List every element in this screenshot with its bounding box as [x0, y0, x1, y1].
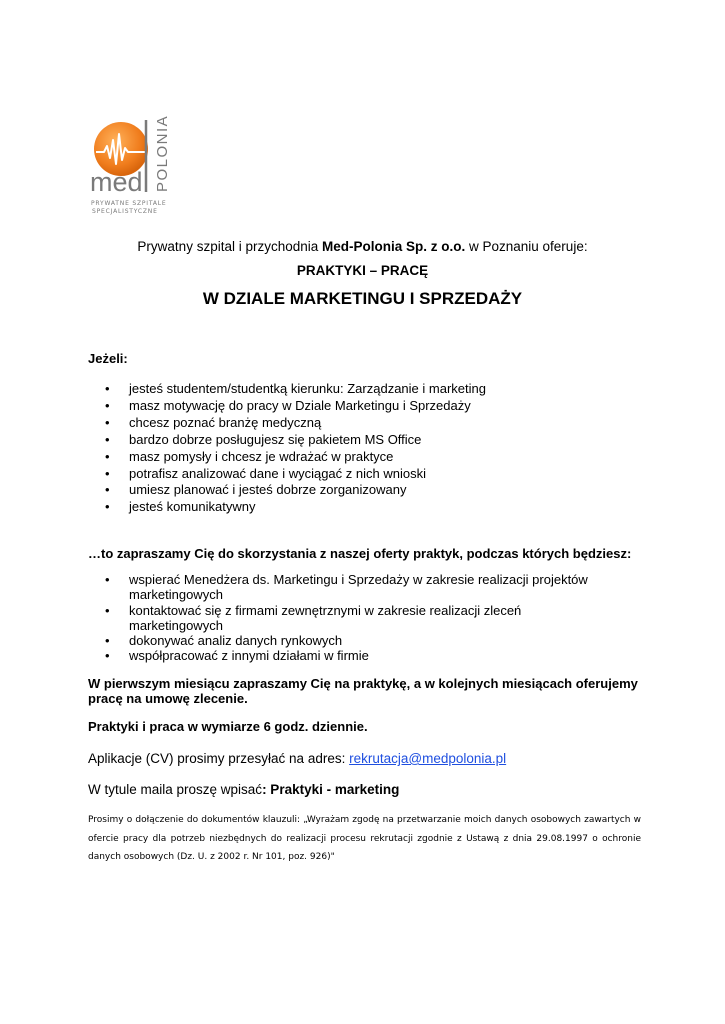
list-item: • chcesz poznać branżę medyczną — [88, 415, 645, 432]
list-item: • jesteś komunikatywny — [88, 499, 645, 516]
application-line — [88, 751, 637, 767]
application-text: Aplikacje (CV) prosimy przesyłać na adres: — [88, 751, 350, 766]
duties-list — [88, 572, 605, 663]
requirements-list — [88, 381, 645, 516]
list-item: • potrafisz analizować dane i wyciągać z nich wnioski — [88, 466, 645, 483]
logo-med-text: med — [90, 167, 143, 197]
intro-prefix: Prywatny szpital i przychodnia — [137, 239, 322, 254]
med-polonia-logo — [88, 112, 188, 222]
hours-text: Praktyki i praca w wymiarze 6 godz. dziennie. — [88, 719, 368, 734]
if-heading: Jeżeli: — [88, 351, 128, 366]
logo-tagline-2: SPECJALISTYCZNE — [92, 208, 158, 215]
subject-text: W tytule maila proszę wpisać — [88, 782, 263, 797]
list-item: • bardzo dobrze posługujesz się pakietem MS Office — [88, 432, 645, 449]
list-item: • dokonywać analiz danych rynkowych — [88, 633, 605, 648]
consent-clause: Prosimy o dołączenie do dokumentów klauzuli: „Wyrażam zgodę na przetwarzanie moich danych osobowych zawartych w ofercie pracy dla potrzeb niezbędnych do realizacji procesu rekrutacji zgodnie z Ustawą z dnia 29.08.1997 o ochronie danych osobowych (Dz. U. z 2002 r. Nr 101, poz. 926)" — [88, 815, 641, 862]
intro-suffix: w Poznaniu oferuje: — [465, 239, 588, 254]
list-item: • kontaktować się z firmami zewnętrznymi w zakresie realizacji zleceń marketingowych — [88, 603, 605, 633]
page-title: W DZIALE MARKETINGU I SPRZEDAŻY — [202, 289, 523, 308]
logo-tagline-1: PRYWATNE SZPITALE — [91, 200, 167, 207]
logo-graphic — [88, 112, 188, 222]
email-link[interactable]: rekrutacja@medpolonia.pl — [349, 751, 507, 766]
subject-line — [88, 782, 637, 798]
list-item: • masz pomysły i chcesz je wdrażać w praktyce — [88, 449, 645, 466]
subtitle: PRAKTYKI – PRACĘ — [296, 263, 429, 278]
list-item: • masz motywację do pracy w Dziale Marketingu i Sprzedaży — [88, 398, 645, 415]
intro-line — [88, 239, 637, 255]
list-item: • wspierać Menedżera ds. Marketingu i Sprzedaży w zakresie realizacji projektów marketingowych — [88, 572, 605, 602]
list-item: • współpracować z innymi działami w firmie — [88, 648, 605, 663]
subject-value: : Praktyki - marketing — [262, 782, 400, 797]
list-item: • umiesz planować i jesteś dobrze zorganizowany — [88, 482, 645, 499]
first-month-text: W pierwszym miesiącu zapraszamy Cię na praktykę, a w kolejnych miesiącach oferujemy pracę na umowę zlecenie. — [88, 676, 638, 706]
invite-heading: …to zapraszamy Cię do skorzystania z naszej oferty praktyk, podczas których będziesz: — [88, 546, 632, 561]
logo-polonia-text: POLONIA — [154, 114, 171, 192]
list-item: • jesteś studentem/studentką kierunku: Zarządzanie i marketing — [88, 381, 645, 398]
company-name: Med-Polonia Sp. z o.o. — [322, 239, 466, 254]
